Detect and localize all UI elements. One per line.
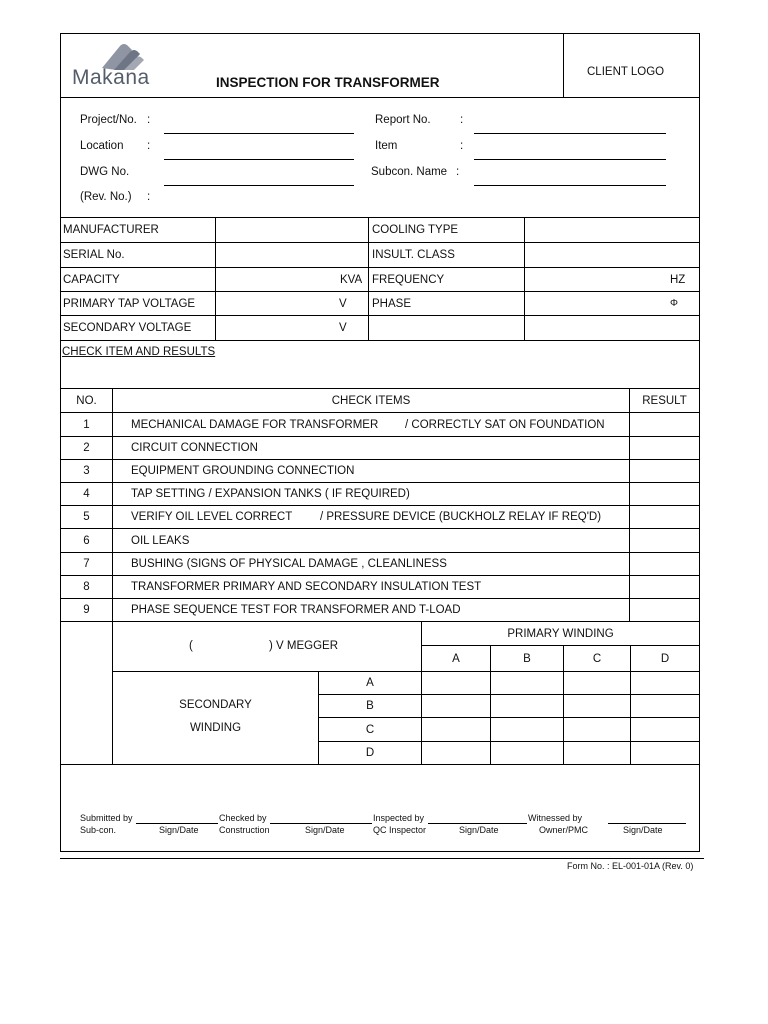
row-no: 7: [83, 558, 90, 570]
rev-no-colon: :: [147, 191, 151, 203]
inspected-by-sign-line[interactable]: [428, 823, 527, 824]
frame-right: [699, 33, 700, 852]
row-result-cell[interactable]: [630, 460, 699, 482]
form-number: Form No. : EL-001-01A (Rev. 0): [567, 861, 694, 871]
row-no: 2: [83, 442, 90, 454]
project-no-label: Project/No.: [80, 114, 137, 126]
capacity-unit: KVA: [340, 273, 363, 286]
row-item-text: TRANSFORMER PRIMARY AND SECONDARY INSULATION TEST: [131, 581, 482, 593]
insulation-class-value[interactable]: [525, 243, 699, 267]
col-result-header: RESULT: [642, 394, 687, 407]
submitted-by-sign-line[interactable]: [136, 823, 218, 824]
primary-tap-voltage-unit: V: [339, 297, 347, 310]
header-rule: [60, 97, 700, 98]
location-field[interactable]: [164, 159, 354, 160]
row-item-text: TAP SETTING / EXPANSION TANKS ( IF REQUIRED): [131, 488, 410, 500]
inspected-by-org: QC Inspector: [373, 825, 427, 835]
row-item-text-2: / PRESSURE DEVICE (BUCKHOLZ RELAY IF REQ'D): [320, 511, 602, 523]
manufacturer-label: MANUFACTURER: [63, 224, 159, 236]
col-check-items-header: CHECK ITEMS: [331, 394, 411, 407]
row-no: 9: [83, 604, 90, 616]
subcon-name-field[interactable]: [474, 185, 666, 186]
submitted-by-sign-date: Sign/Date: [159, 825, 199, 835]
item-field[interactable]: [474, 159, 666, 160]
check-section-heading: CHECK ITEM AND RESULTS: [62, 346, 216, 358]
phase-unit: Φ: [670, 298, 678, 309]
witnessed-by-sign-line[interactable]: [608, 823, 686, 824]
company-logo: [70, 40, 165, 95]
row-result-cell[interactable]: [630, 437, 699, 459]
checked-by-org: Construction: [219, 825, 270, 835]
row-no: 6: [83, 534, 90, 547]
inspected-by-sign-date: Sign/Date: [459, 825, 499, 835]
row-no: 5: [83, 511, 90, 523]
cooling-type-label: COOLING TYPE: [372, 224, 459, 236]
submitted-by-label: Submitted by: [80, 813, 133, 823]
logo-text: Makana: [72, 66, 150, 89]
spec-row-line: [60, 340, 700, 341]
megger-row-line: [60, 764, 700, 765]
row-no: 4: [83, 488, 90, 500]
frame-bottom: [60, 851, 700, 852]
row-item-text: EQUIPMENT GROUNDING CONNECTION: [131, 465, 355, 477]
primary-col-b: B: [523, 652, 531, 665]
rev-no-label: (Rev. No.): [80, 191, 132, 203]
form-title: INSPECTION FOR TRANSFORMER: [216, 75, 440, 90]
report-no-label: Report No.: [375, 114, 431, 126]
inspected-by-label: Inspected by: [373, 813, 425, 823]
megger-voltage-input[interactable]: [197, 640, 265, 654]
primary-col-a: A: [452, 652, 460, 665]
primary-col-c: C: [592, 652, 602, 665]
spec-col-line: [368, 217, 369, 340]
submitted-by-org: Sub-con.: [80, 825, 117, 835]
phase-label: PHASE: [372, 297, 411, 310]
col-no-header: NO.: [76, 394, 97, 407]
secondary-row-c: C: [365, 723, 375, 736]
witnessed-by-org: Owner/PMC: [539, 825, 589, 835]
item-colon: :: [460, 140, 464, 152]
dwg-no-field[interactable]: [164, 185, 354, 186]
item-label: Item: [375, 140, 398, 152]
checked-by-label: Checked by: [219, 813, 267, 823]
primary-winding-header: PRIMARY WINDING: [507, 627, 614, 640]
frame-top: [60, 33, 700, 34]
megger-label: ) V MEGGER: [269, 640, 339, 652]
report-no-field[interactable]: [474, 133, 666, 134]
secondary-row-b: B: [366, 700, 374, 712]
report-no-colon: :: [460, 114, 464, 126]
serial-no-value[interactable]: [216, 243, 368, 267]
checked-by-sign-date: Sign/Date: [305, 825, 345, 835]
row-result-cell[interactable]: [630, 553, 699, 575]
frequency-unit: HZ: [670, 273, 686, 286]
witnessed-by-label: Witnessed by: [528, 813, 583, 823]
megger-open-paren: (: [189, 640, 193, 652]
row-no: 1: [83, 418, 90, 431]
row-result-cell[interactable]: [630, 413, 699, 436]
row-result-cell[interactable]: [630, 529, 699, 552]
dwg-no-label: DWG No.: [80, 166, 130, 178]
row-item-text: BUSHING (SIGNS OF PHYSICAL DAMAGE , CLEANLINESS: [131, 558, 447, 570]
manufacturer-value[interactable]: [216, 218, 368, 242]
row-no: 3: [83, 465, 90, 477]
logo-divider: [563, 33, 564, 97]
frequency-label: FREQUENCY: [372, 273, 445, 286]
row-result-cell[interactable]: [630, 599, 699, 621]
secondary-voltage-unit: V: [339, 322, 347, 334]
row-item-text: MECHANICAL DAMAGE FOR TRANSFORMER: [131, 418, 379, 431]
row-item-text: PHASE SEQUENCE TEST FOR TRANSFORMER AND T-LOAD: [131, 604, 461, 616]
row-result-cell[interactable]: [630, 576, 699, 598]
primary-tap-voltage-label: PRIMARY TAP VOLTAGE: [63, 297, 196, 310]
witnessed-by-sign-date: Sign/Date: [623, 825, 663, 835]
footer-rule: [60, 858, 704, 859]
secondary-winding-label-2: WINDING: [189, 722, 242, 734]
location-colon: :: [147, 140, 151, 152]
insulation-class-label: INSULT. CLASS: [372, 249, 455, 261]
location-label: Location: [80, 140, 124, 152]
project-no-colon: :: [147, 114, 151, 126]
subcon-name-label: Subcon. Name: [371, 166, 448, 178]
row-item-text: CIRCUIT CONNECTION: [131, 442, 258, 454]
secondary-winding-label-1: SECONDARY: [179, 699, 252, 711]
secondary-row-a: A: [366, 677, 374, 689]
row-item-text: OIL LEAKS: [131, 534, 190, 547]
row-result-cell[interactable]: [630, 483, 699, 505]
row-item-text: VERIFY OIL LEVEL CORRECT: [131, 511, 293, 523]
row-no: 8: [83, 581, 90, 593]
primary-col-d: D: [660, 652, 670, 665]
row-item-text-2: / CORRECTLY SAT ON FOUNDATION: [405, 418, 605, 431]
project-no-field[interactable]: [164, 133, 354, 134]
client-logo-placeholder: CLIENT LOGO: [587, 66, 665, 78]
checked-by-sign-line[interactable]: [270, 823, 372, 824]
cooling-type-value[interactable]: [525, 218, 699, 242]
row-result-cell[interactable]: [630, 506, 699, 528]
subcon-name-colon: :: [456, 166, 460, 178]
secondary-row-d: D: [365, 747, 375, 759]
serial-no-label: SERIAL No.: [63, 249, 125, 261]
secondary-voltage-label: SECONDARY VOLTAGE: [63, 322, 192, 334]
capacity-label: CAPACITY: [63, 273, 120, 286]
